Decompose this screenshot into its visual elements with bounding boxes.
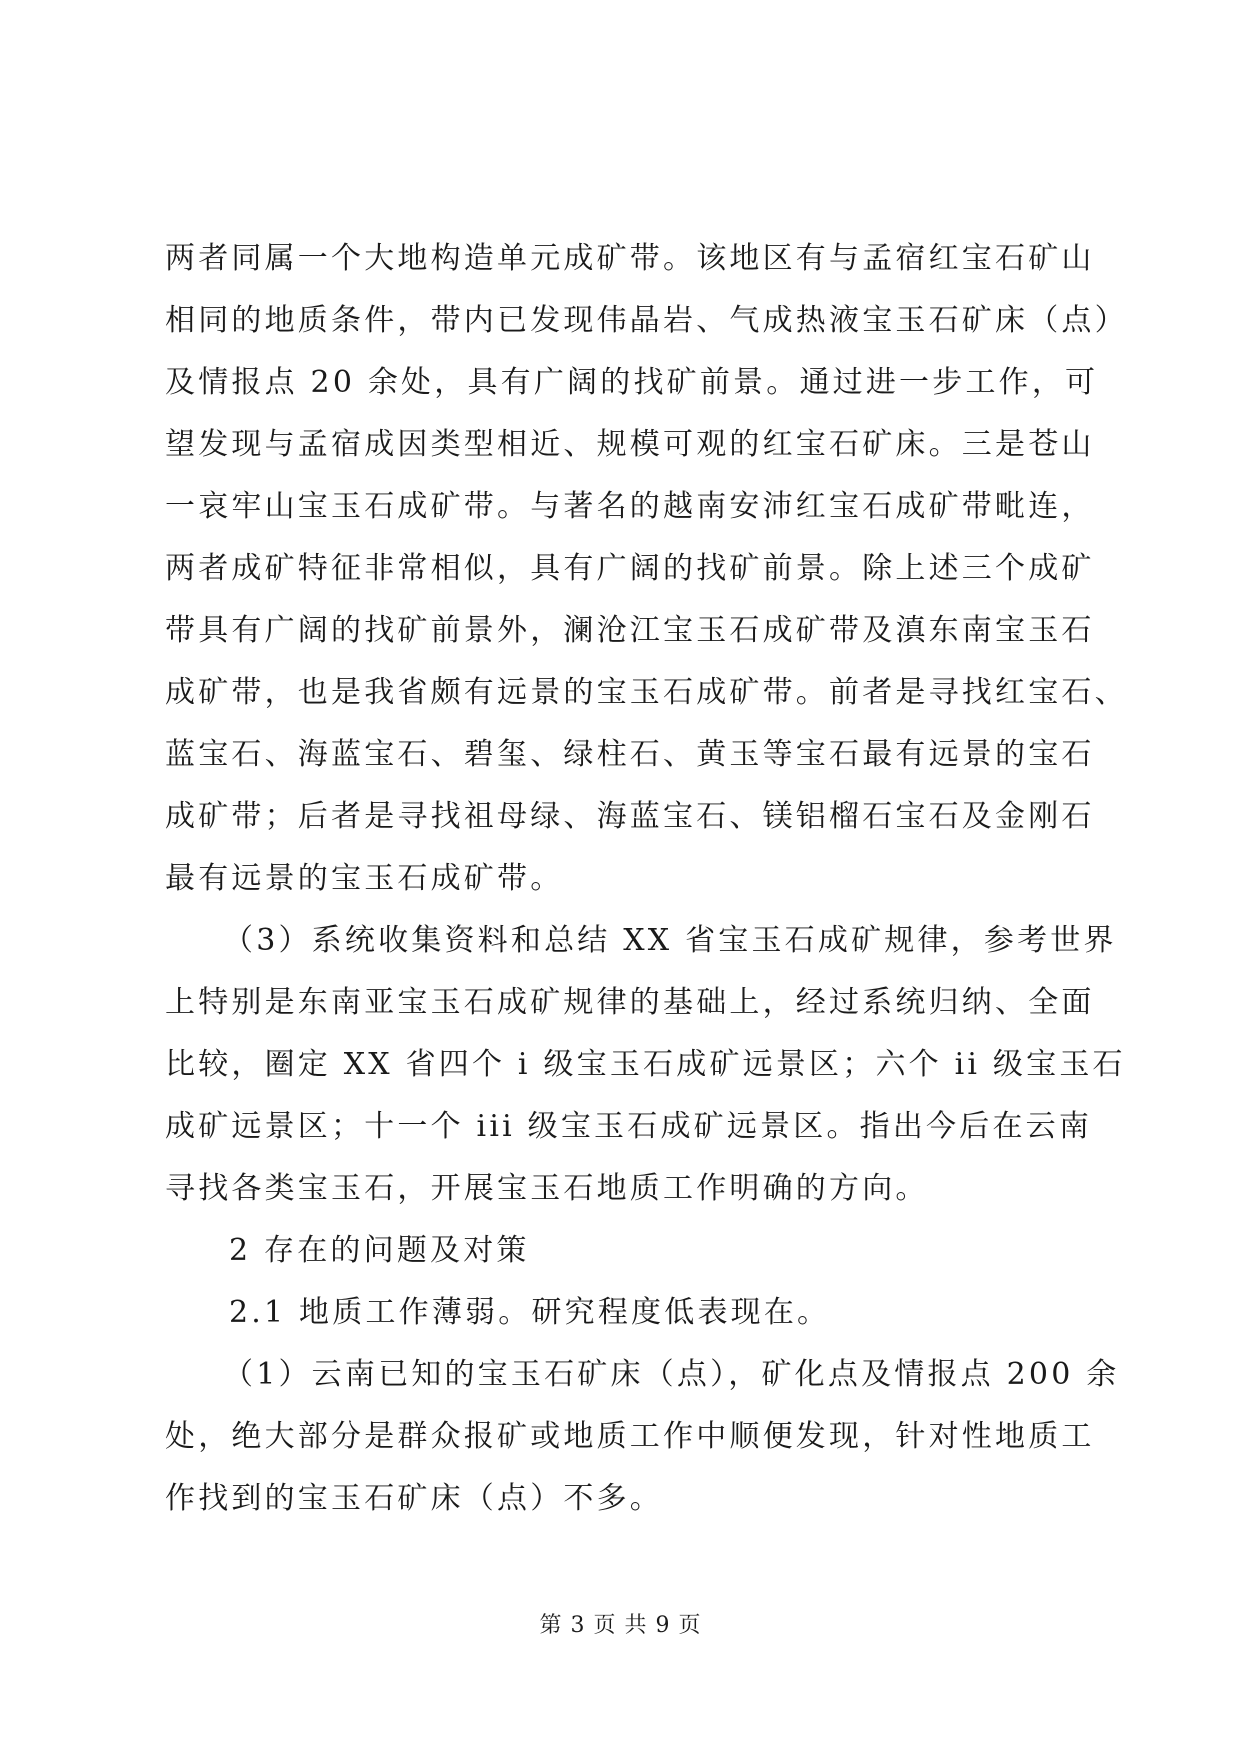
text-line: 上特别是东南亚宝玉石成矿规律的基础上，经过系统归纳、全面 [165,985,1095,1020]
text-line: 处，绝大部分是群众报矿或地质工作中顺便发现，针对性地质工 [165,1419,1095,1454]
text-line: 望发现与孟宿成因类型相近、规模可观的红宝石矿床。三是苍山 [165,427,1095,462]
page-footer [0,1608,1241,1639]
paragraph-start-line: （1）云南已知的宝玉石矿床（点），矿化点及情报点 200 余 [223,1357,1120,1392]
page-number: 第 3 页 共 9 页 [539,1613,702,1638]
text-line: 带具有广阔的找矿前景外，澜沧江宝玉石成矿带及滇东南宝玉石 [165,613,1095,648]
text-line: 作找到的宝玉石矿床（点）不多。 [165,1481,663,1516]
text-line: 两者成矿特征非常相似，具有广阔的找矿前景。除上述三个成矿 [165,551,1095,586]
text-line: 一哀牢山宝玉石成矿带。与著名的越南安沛红宝石成矿带毗连， [165,489,1095,524]
text-line: 寻找各类宝玉石，开展宝玉石地质工作明确的方向。 [165,1171,929,1206]
text-line: 成矿远景区；十一个 iii 级宝玉石成矿远景区。指出今后在云南 [165,1109,1093,1144]
text-line: 比较，圈定 XX 省四个 i 级宝玉石成矿远景区；六个 ii 级宝玉石 [165,1047,1126,1082]
text-line: 相同的地质条件，带内已发现伟晶岩、气成热液宝玉石矿床（点） [165,303,1128,338]
text-line: 蓝宝石、海蓝宝石、碧玺、绿柱石、黄玉等宝石最有远景的宝石 [165,737,1095,772]
text-line: 成矿带；后者是寻找祖母绿、海蓝宝石、镁铝榴石宝石及金刚石 [165,799,1095,834]
subsection-heading: 2.1 地质工作薄弱。研究程度低表现在。 [229,1295,831,1330]
text-line: 两者同属一个大地构造单元成矿带。该地区有与孟宿红宝石矿山 [165,241,1095,276]
text-line: 成矿带，也是我省颇有远景的宝玉石成矿带。前者是寻找红宝石、 [165,675,1128,710]
text-line: 最有远景的宝玉石成矿带。 [165,861,564,896]
paragraph-start-line: （3）系统收集资料和总结 XX 省宝玉石成矿规律，参考世界 [223,923,1117,958]
section-heading: 2 存在的问题及对策 [229,1233,530,1268]
text-line: 及情报点 20 余处，具有广阔的找矿前景。通过进一步工作，可 [165,365,1099,400]
